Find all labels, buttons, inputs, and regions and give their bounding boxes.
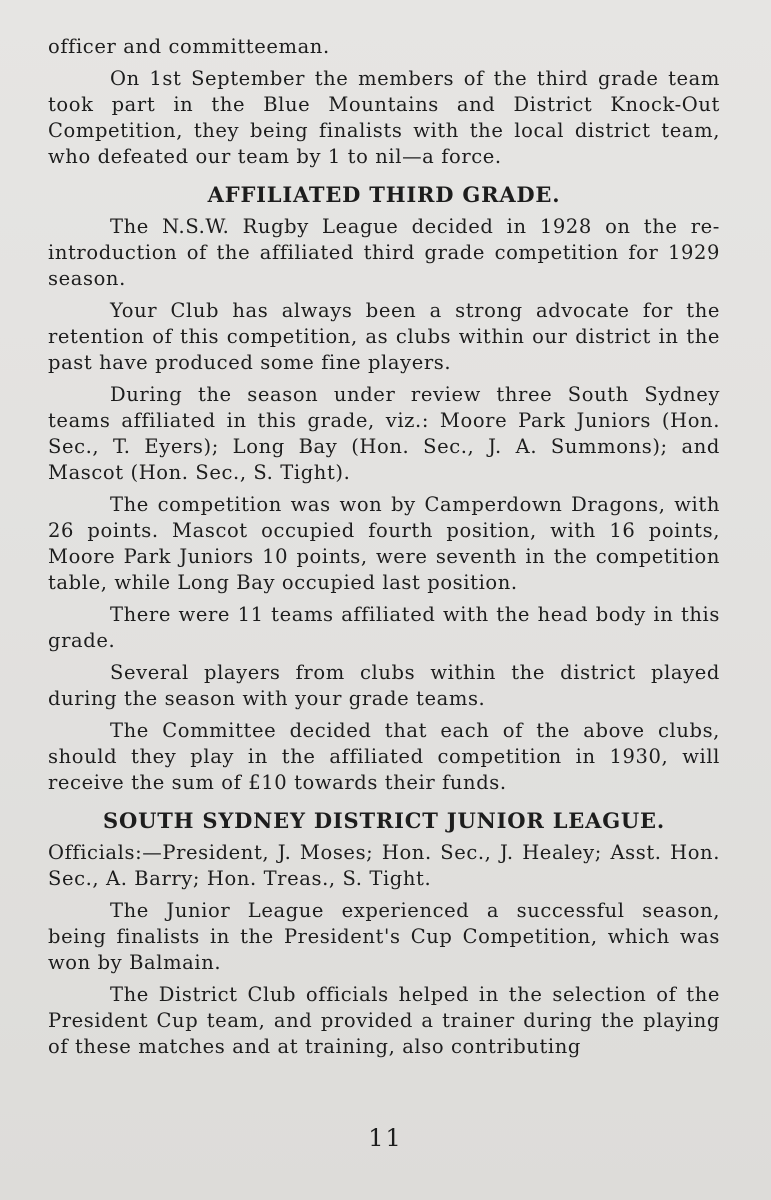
page-number: 11 [368, 1124, 403, 1152]
paragraph: The Committee decided that each of the above clubs, should they play in the affiliated competition in 1930, will receive the sum of £10 towards their funds. [48, 719, 720, 794]
paragraph: The competition was won by Camperdown Dragons, with 26 points. Mascot occupied fourth position, with 16 points, Moore Park Juniors 10 points, were seventh in the competition table, while Long Bay occupied last position. [48, 493, 720, 594]
text-column [48, 34, 720, 1066]
paragraph: The N.S.W. Rugby League decided in 1928 on the re-introduction of the affiliated third grade competition for 1929 season. [48, 215, 720, 290]
paragraph: officer and committeeman. [48, 35, 330, 58]
paragraph: The District Club officials helped in the selection of the President Cup team, and provided a trainer during the playing of these matches and at training, also contributing [48, 983, 720, 1058]
paragraph: There were 11 teams affiliated with the head body in this grade. [48, 603, 720, 652]
paragraph: The Junior League experienced a successful season, being finalists in the President's Cup Competition, which was won by Balmain. [48, 899, 720, 974]
section-heading: AFFILIATED THIRD GRADE. [207, 182, 561, 207]
paragraph: Several players from clubs within the district played during the season with your grade teams. [48, 661, 720, 710]
paragraph: Officials:—President, J. Moses; Hon. Sec., J. Healey; Asst. Hon. Sec., A. Barry; Hon. Treas., S. Tight. [48, 841, 720, 890]
paragraph: During the season under review three South Sydney teams affiliated in this grade, viz.: Moore Park Juniors (Hon. Sec., T. Eyers); Long Bay (Hon. Sec., J. A. Summons); and Mascot (Hon. Sec., S. Tight). [48, 383, 720, 484]
section-heading: SOUTH SYDNEY DISTRICT JUNIOR LEAGUE. [103, 808, 665, 833]
paragraph: On 1st September the members of the third grade team took part in the Blue Mountains and District Knock-Out Competition, they being finalists with the local district team, who defeated our team by 1 to nil—a force. [48, 67, 720, 168]
paragraph: Your Club has always been a strong advocate for the retention of this competition, as clubs within our district in the past have produced some fine players. [48, 299, 720, 374]
